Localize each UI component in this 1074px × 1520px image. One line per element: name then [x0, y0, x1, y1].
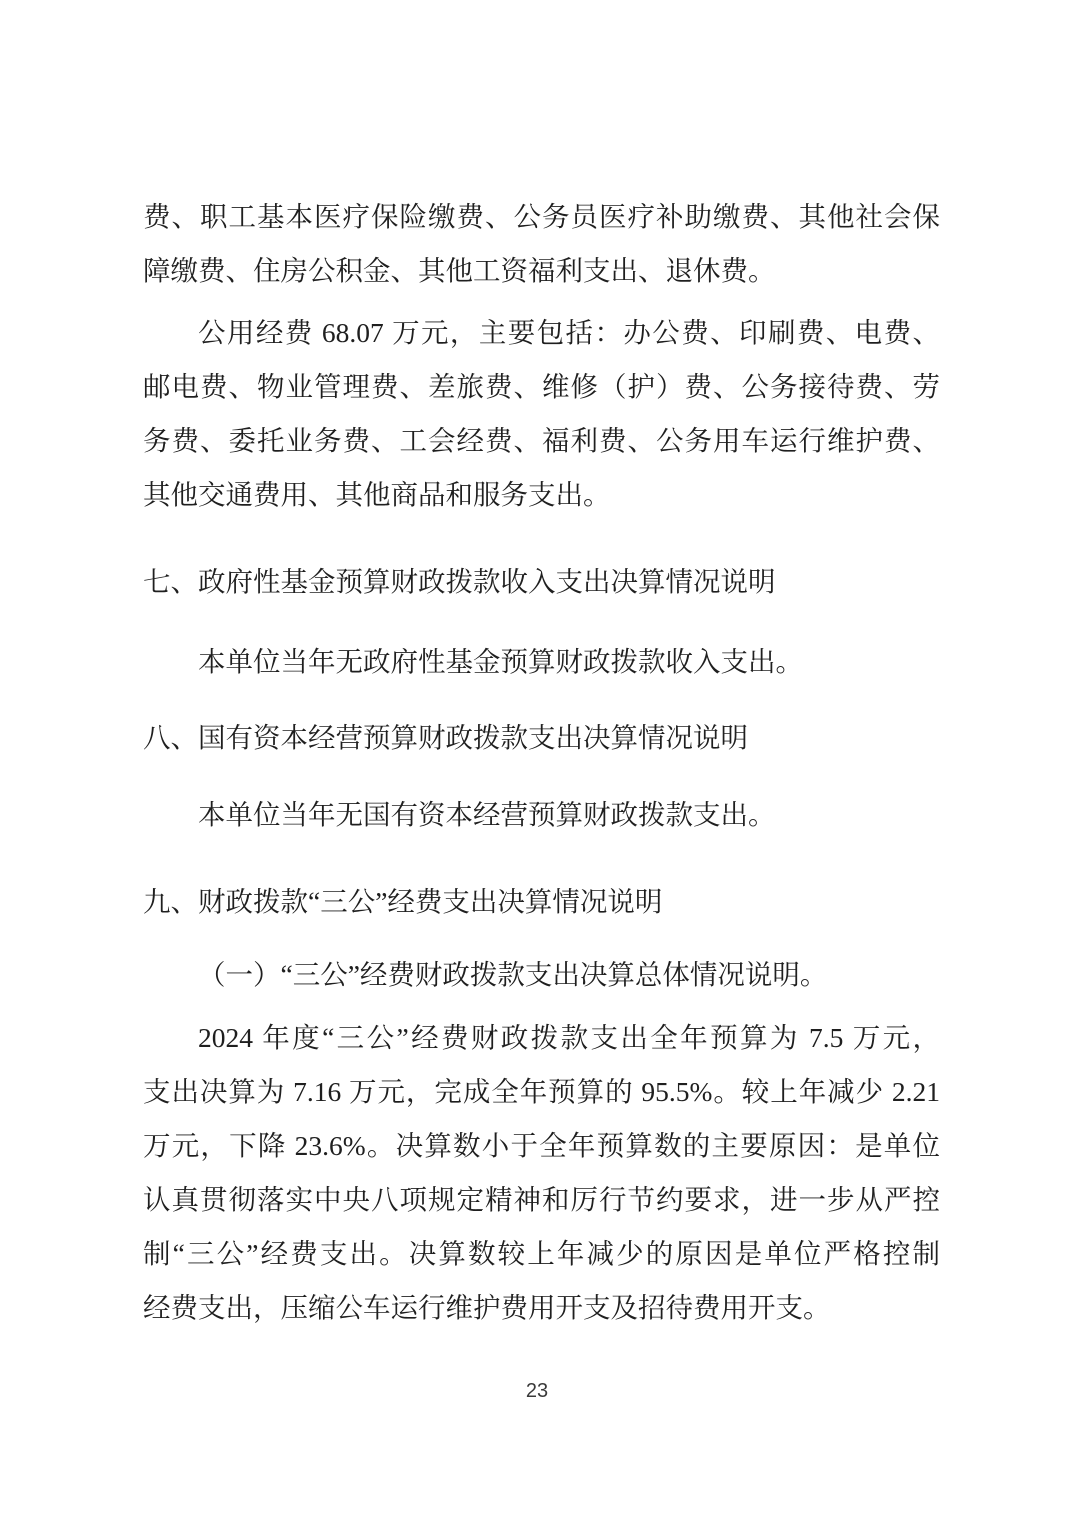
- document-body: [143, 190, 940, 1335]
- text-line: 制“三公”经费支出。决算数较上年减少的原因是单位严格控制: [143, 1238, 940, 1269]
- heading-section-seven: 七、政府性基金预算财政拨款收入支出决算情况说明: [143, 566, 776, 597]
- paragraph-section-seven-body: [143, 635, 940, 689]
- text-line: 2024 年度“三公”经费财政拨款支出全年预算为 7.5 万元，: [198, 1022, 940, 1053]
- heading-section-eight: 八、国有资本经营预算财政拨款支出决算情况说明: [143, 722, 748, 753]
- text-line: 费、职工基本医疗保险缴费、公务员医疗补助缴费、其他社会保: [143, 201, 940, 232]
- text-line: 支出决算为 7.16 万元，完成全年预算的 95.5%。较上年减少 2.21: [143, 1076, 940, 1107]
- paragraph-three-public-details: [143, 1011, 940, 1335]
- text-line: 认真贯彻落实中央八项规定精神和厉行节约要求，进一步从严控: [143, 1184, 940, 1215]
- paragraph-section-eight-body: [143, 788, 940, 842]
- paragraph-welfare-fees: [143, 190, 940, 298]
- text-line: 经费支出，压缩公车运行维护费用开支及招待费用开支。: [143, 1292, 831, 1323]
- text-line: 本单位当年无政府性基金预算财政拨款收入支出。: [198, 646, 803, 677]
- paragraph-public-funds: [143, 306, 940, 522]
- text-line: （一）“三公”经费财政拨款支出决算总体情况说明。: [198, 959, 828, 990]
- text-line: 邮电费、物业管理费、差旅费、维修（护）费、公务接待费、劳: [143, 371, 940, 402]
- text-line: 本单位当年无国有资本经营预算财政拨款支出。: [198, 799, 776, 830]
- heading-section-nine: 九、财政拨款“三公”经费支出决算情况说明: [143, 886, 663, 917]
- text-line: 障缴费、住房公积金、其他工资福利支出、退休费。: [143, 255, 776, 286]
- text-line: 公用经费 68.07 万元，主要包括：办公费、印刷费、电费、: [198, 317, 940, 348]
- text-line: 万元，下降 23.6%。决算数小于全年预算数的主要原因：是单位: [143, 1130, 940, 1161]
- page-number: 23: [525, 1380, 549, 1402]
- text-line: 其他交通费用、其他商品和服务支出。: [143, 479, 611, 510]
- paragraph-subsection-nine-one: [143, 948, 940, 1002]
- text-line: 务费、委托业务费、工会经费、福利费、公务用车运行维护费、: [143, 425, 940, 456]
